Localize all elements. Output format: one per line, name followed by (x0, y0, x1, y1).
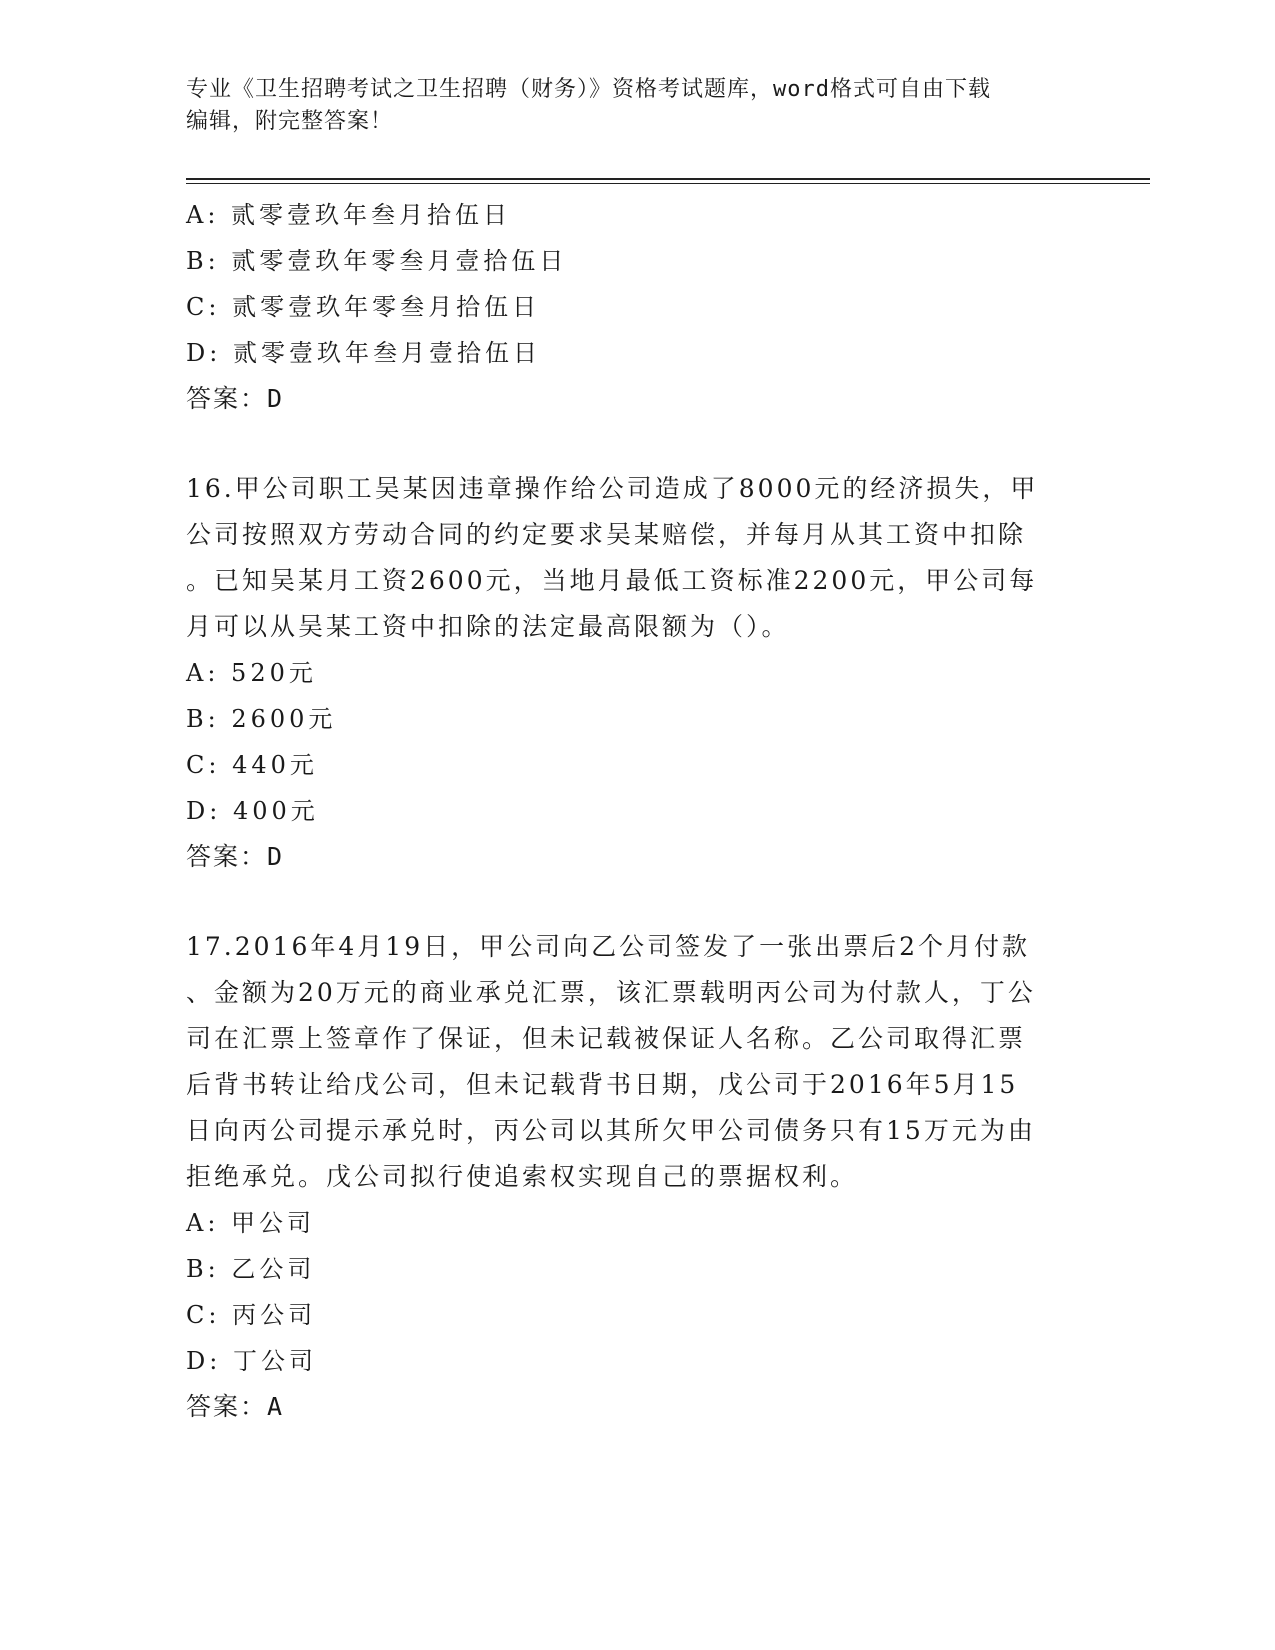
q17-stem-line-5: 日向丙公司提示承兑时，丙公司以其所欠甲公司债务只有15万元为由 (186, 1116, 1036, 1145)
q16-answer-label: 答案： (186, 842, 268, 871)
q16-stem-line-2: 公司按照双方劳动合同的约定要求吴某赔偿，并每月从其工资中扣除 (186, 520, 1027, 549)
q17-stem-line-2: 、金额为20万元的商业承兑汇票，该汇票载明丙公司为付款人，丁公 (186, 978, 1036, 1007)
q17-stem-line-1: 17.2016年4月19日，甲公司向乙公司签发了一张出票后2个月付款 (186, 932, 1031, 961)
q17-answer (186, 1384, 1086, 1430)
q16-option-b: B: 2600元 (186, 705, 337, 733)
q15-answer (186, 376, 1086, 422)
q15-option-a: A: 贰零壹玖年叁月拾伍日 (186, 201, 512, 229)
document-header (186, 74, 1086, 138)
q16-answer (186, 834, 1086, 880)
q16-stem-line-3: 。已知吴某月工资2600元，当地月最低工资标准2200元，甲公司每 (186, 566, 1038, 595)
q16-option-a: A: 520元 (186, 659, 317, 687)
question-17 (186, 924, 1086, 1430)
q16-stem-line-4: 月可以从吴某工资中扣除的法定最高限额为（）。 (186, 612, 790, 641)
q15-option-c: C: 贰零壹玖年零叁月拾伍日 (186, 293, 541, 321)
question-list (186, 192, 1086, 1430)
q15-option-b: B: 贰零壹玖年零叁月壹拾伍日 (186, 247, 568, 275)
question-16 (186, 466, 1086, 880)
q17-option-d: D: 丁公司 (186, 1347, 317, 1375)
header-line-1: 专业《卫生招聘考试之卫生招聘（财务）》资格考试题库，word格式可自由下载 (186, 77, 991, 102)
q16-stem-line-1: 16.甲公司职工吴某因违章操作给公司造成了8000元的经济损失，甲 (186, 474, 1039, 503)
q16-option-d: D: 400元 (186, 797, 319, 825)
header-line-2: 编辑，附完整答案！ (186, 109, 394, 134)
question-15 (186, 192, 1086, 422)
q17-answer-value: A (267, 1392, 285, 1421)
q17-stem-line-4: 后背书转让给戊公司，但未记载背书日期，戊公司于2016年5月15 (186, 1070, 1019, 1099)
q17-option-b: B: 乙公司 (186, 1255, 316, 1283)
header-divider-thick (186, 178, 1150, 180)
q15-answer-label: 答案： (186, 384, 268, 413)
header-divider-thin (186, 183, 1150, 184)
q16-answer-value: D (267, 842, 285, 871)
q17-answer-label: 答案： (186, 1392, 268, 1421)
q16-option-c: C: 440元 (186, 751, 318, 779)
q17-stem-line-3: 司在汇票上签章作了保证，但未记载被保证人名称。乙公司取得汇票 (186, 1024, 1027, 1053)
q17-option-a: A: 甲公司 (186, 1209, 316, 1237)
q15-answer-value: D (267, 384, 285, 413)
q15-option-d: D: 贰零壹玖年叁月壹拾伍日 (186, 339, 541, 367)
q17-option-c: C: 丙公司 (186, 1301, 317, 1329)
q17-stem-line-6: 拒绝承兑。戊公司拟行使追索权实现自己的票据权利。 (186, 1162, 859, 1191)
